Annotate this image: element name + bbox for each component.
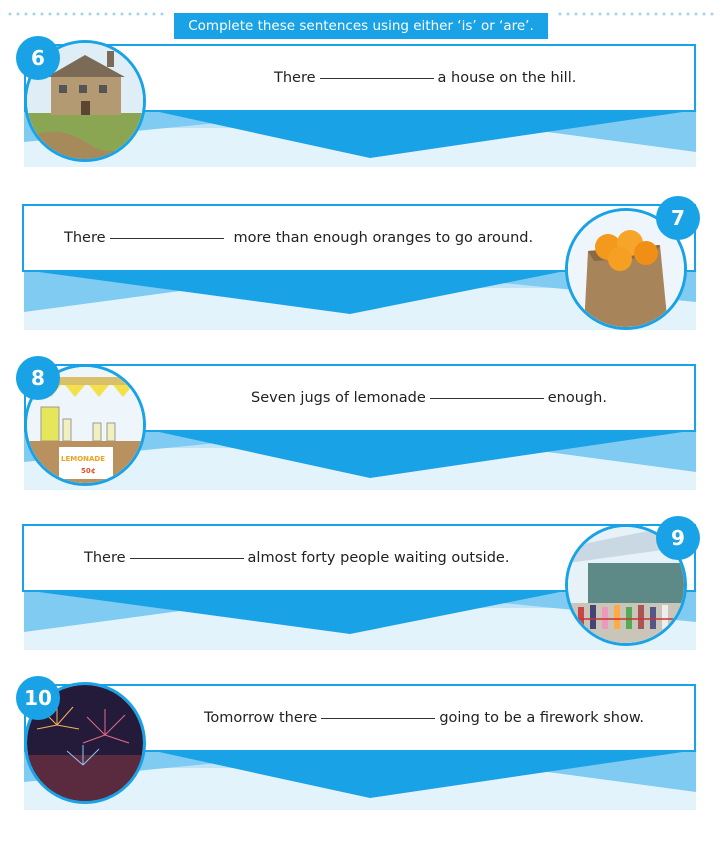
- sentence-end: almost forty people waiting outside.: [247, 550, 510, 566]
- question-number: 7: [671, 206, 685, 230]
- sentence-start: There: [64, 230, 106, 246]
- question-number-badge: [16, 36, 60, 80]
- answer-blank[interactable]: [430, 397, 544, 399]
- sentence-end: going to be a firework show.: [439, 710, 644, 726]
- sentence-start: Tomorrow there: [204, 710, 318, 726]
- header-dots-left: [6, 12, 166, 16]
- sentence-start: There: [274, 70, 316, 86]
- question-number: 9: [671, 526, 685, 550]
- question-number: 10: [24, 686, 52, 710]
- question-6: [0, 40, 720, 175]
- question-7: [0, 200, 720, 335]
- answer-blank[interactable]: [110, 237, 224, 239]
- sentence-start: Seven jugs of lemonade: [251, 390, 426, 406]
- sentence-end: a house on the hill.: [437, 70, 577, 86]
- answer-blank[interactable]: [130, 557, 244, 559]
- instruction-text: Complete these sentences using either ‘is’ or ‘are’.: [188, 18, 534, 34]
- question-number-badge: [656, 516, 700, 560]
- lemonade-price-text: 50¢: [81, 467, 96, 475]
- question-8: [0, 360, 720, 495]
- answer-blank[interactable]: [320, 77, 434, 79]
- question-number: 6: [31, 46, 45, 70]
- lemonade-sign-text: LEMONADE: [61, 455, 106, 463]
- question-number: 8: [31, 366, 45, 390]
- sentence-start: There: [84, 550, 126, 566]
- header-dots-right: [556, 12, 716, 16]
- question-number-badge: [16, 676, 60, 720]
- answer-blank[interactable]: [321, 717, 435, 719]
- question-number-badge: [16, 356, 60, 400]
- question-number-badge: [656, 196, 700, 240]
- sentence-end: enough.: [547, 390, 607, 406]
- question-9: [0, 520, 720, 655]
- instruction-banner: [174, 13, 548, 39]
- question-10: [0, 680, 720, 815]
- sentence-end: more than enough oranges to go around.: [233, 230, 534, 246]
